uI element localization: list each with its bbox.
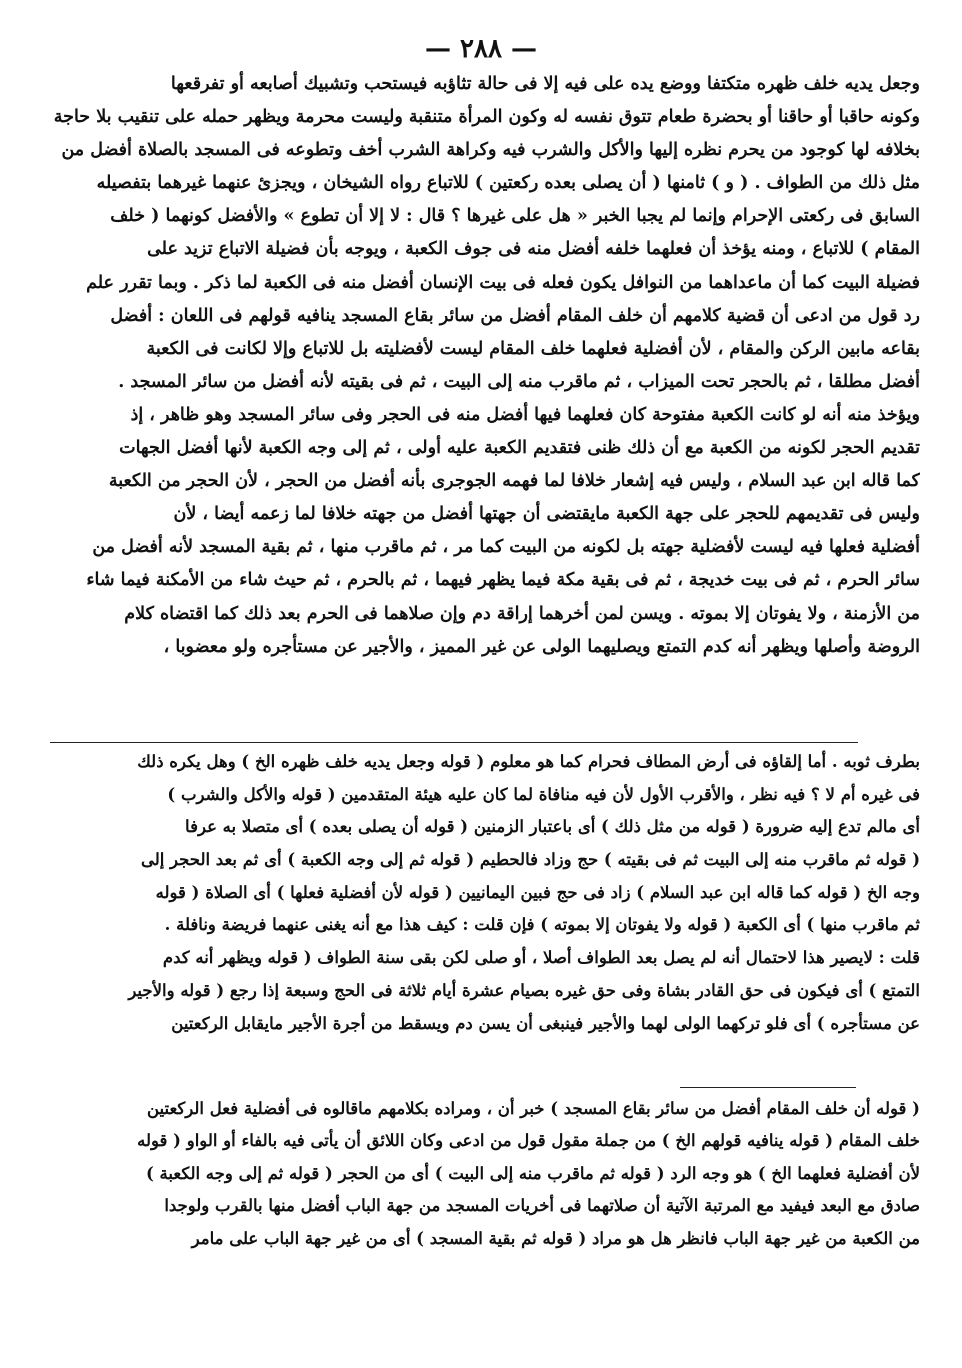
footnote-line: التمتع ) أى فيكون فى حق القادر بشاة وفى حق غيره بصيام عشرة أيام ثلاثة فى الحج وسبعة إذا رجع ( قوله والأجير: [128, 980, 920, 1000]
footnote-divider: [50, 742, 858, 743]
main-line: فضيلة البيت كما أن ماعداهما من النوافل يكون فعله فى بيت الإنسان أفضل منه فى الكعبة لما ذكر . وبما تقرر علم: [86, 272, 920, 293]
main-line: بقاعه مابين الركن والمقام ، لأن أفضلية فعلهما خلف المقام ليست لأفضليته بل للاتباع وإلا لكانت فى الكعبة: [146, 338, 920, 359]
main-line: وليس فى تقديمهم للحجر على جهة الكعبة مايقتضى أن جهتها أفضل من جهته خلافا لما زعمه أيضا ، لأن: [173, 504, 920, 525]
footnote-line: أى مالم تدع إليه ضرورة ( قوله من مثل ذلك ) أى باعتبار الزمنين ( قوله أن يصلى بعده ) أى متصلا به عرفا: [185, 817, 920, 837]
footnote-line: من الكعبة من غير جهة الباب فانظر هل هو مراد ( قوله ثم بقية المسجد ) أى من غير جهة الباب على مامر: [191, 1228, 920, 1248]
main-text: [44, 68, 920, 664]
main-line: تقديم الحجر لكونه من الكعبة مع أن ذلك ظنى فتقديم الكعبة عليه أولى ، ثم إلى وجه الكعبة لأنها أفضل الجهات: [119, 438, 920, 459]
footnote-line: ثم ماقرب منها ) أى الكعبة ( قوله ولا يفوتان إلا بموته ) فإن قلت : كيف هذا مع أنه يغنى عنهما فريضة ونافلة .: [164, 915, 920, 935]
main-line: الروضة وأصلها ويظهر أنه كدم التمتع ويصليهما الولى عن غير المميز ، والأجير عن مستأجره ولو معضوبا ،: [163, 636, 920, 657]
footnote-block-1: [44, 746, 920, 1040]
footnote-line: لأن أفضلية فعلهما الخ ) هو وجه الرد ( قوله ثم ماقرب منه إلى البيت ) أى من الحجر ( قوله ثم إلى وجه الكعبة ): [146, 1163, 920, 1183]
footnote-divider-short: [680, 1087, 856, 1088]
footnote-line: فى غيره أم لا ؟ فيه نظر ، والأقرب الأول لأن فيه منافاة لما كان عليه هيئة المتقدمين ( قوله والأكل والشرب ): [167, 784, 920, 804]
page-number: — ٢٨٨ —: [424, 34, 538, 64]
footnote-line: ( قوله أن خلف المقام أفضل من سائر بقاع المسجد ) خبر أن ، ومراده بكلامهم ماقالوه فى أفضلية فعل الركعتين: [146, 1099, 920, 1118]
main-line: مثل ذلك من الطواف . ( و ) ثامنها ( أن يصلى بعده ركعتين ) للاتباع رواه الشيخان ، ويجزئ عنهما غيرهما بتفصيله: [96, 173, 920, 194]
main-line: ويؤخذ منه أنه لو كانت الكعبة مفتوحة كان فعلهما فيها أفضل منه فى الحجر وفى سائر المسجد وهو ظاهر ، إذ: [130, 404, 920, 425]
footnote-line: قلت : لايصير هذا لاحتمال أنه لم يصل بعد الطواف أصلا ، أو صلى لكن بقى سنة الطواف ( قوله ويظهر أنه كدم: [162, 948, 920, 968]
main-line: أفضلية فعلها فيه ليست لأفضلية جهته بل لكونه من البيت كما مر ، ثم ماقرب منها ، ثم بقية المسجد لأنه أفضل من: [92, 537, 920, 558]
footnote-block-2: [52, 1093, 920, 1255]
main-line: أفضل مطلقا ، ثم بالحجر تحت الميزاب ، ثم ماقرب منه إلى البيت ، ثم فى بقيته لأنه أفضل من سائر المسجد .: [118, 371, 920, 392]
footnote-line: عن مستأجره ) أى فلو تركهما الولى لهما والأجير فينبغى أن يسن دم ويسقط من أجرة الأجير مايقابل الركعتين: [171, 1013, 920, 1033]
main-line: رد قول من ادعى أن قضية كلامهم أن خلف المقام أفضل من سائر بقاع المسجد ينافيه قولهم فى اللعان : أفضل: [110, 305, 920, 326]
main-line: كما قاله ابن عبد السلام ، وليس فيه إشعار خلافا لما فهمه الجوجرى بأنه أفضل من الحجر ، لأن الحجر من الكعبة: [108, 471, 920, 492]
main-line: من الأزمنة ، ولا يفوتان إلا بموته . ويسن لمن أخرهما إراقة دم وإن صلاهما فى الحرم بعد ذلك كما اقتضاه كلام: [124, 603, 920, 624]
main-line: السابق فى ركعتى الإحرام وإنما لم يجبا الخبر « هل على غيرها ؟ قال : لا إلا أن تطوع » والأفضل كونهما ( خلف: [110, 206, 920, 227]
main-line: وجعل يديه خلف ظهره متكتفا ووضع يده على فيه إلا فى حالة تثاؤبه فيستحب وتشبيك أصابعه أو تفرقعها: [170, 74, 920, 94]
main-line: بخلافه لها كوجود من يحرم نظره إليها والأكل والشرب فيه وكراهة الشرب أخف وتطوعه فى المسجد بالصلاة أفضل من: [61, 140, 920, 161]
main-line: وكونه حاقبا أو حاقنا أو بحضرة طعام تتوق نفسه له وكون المرأة متنقبة وليست محرمة ويظهر حمله على تنقيب بلا حاجة: [53, 107, 920, 128]
main-line: سائر الحرم ، ثم فى بيت خديجة ، ثم فى بقية مكة فيما يظهر فيهما ، ثم بالحرم ، ثم حيث شاء من الأمكنة فيما شاء: [86, 570, 920, 591]
footnote-line: صادق مع البعد فيفيد مع المرتبة الآتية أن صلاتهما فى أخريات المسجد من جهة الباب أفضل منها بالقرب ولوجدا: [164, 1196, 920, 1216]
footnote-line: وجه الخ ( قوله كما قاله ابن عبد السلام ) زاد فى حج فبين اليمانيين ( قوله لأن أفضلية فعلها ) أى الصلاة ( قوله: [155, 882, 920, 902]
main-line: المقام ) للاتباع ، ومنه يؤخذ أن فعلهما خلفه أفضل منه فى جوف الكعبة ، ويوجه بأن فضيلة الاتباع تزيد على: [147, 239, 920, 260]
footnote-line: ( قوله ثم ماقرب منه إلى البيت ثم فى بقيته ) حج وزاد فالحطيم ( قوله ثم إلى وجه الكعبة ) أى ثم بعد الحجر إلى: [140, 850, 920, 870]
footnote-line: بطرف ثوبه . أما إلقاؤه فى أرض المطاف فحرام كما هو معلوم ( قوله وجعل يديه خلف ظهره الخ ) وهل يكره ذلك: [137, 752, 920, 771]
footnote-line: خلف المقام ( قوله ينافيه قولهم الخ ) من جملة مقول قول من ادعى وكان اللائق أن يأتى فيه بالفاء أو الواو ( قوله: [137, 1131, 920, 1151]
